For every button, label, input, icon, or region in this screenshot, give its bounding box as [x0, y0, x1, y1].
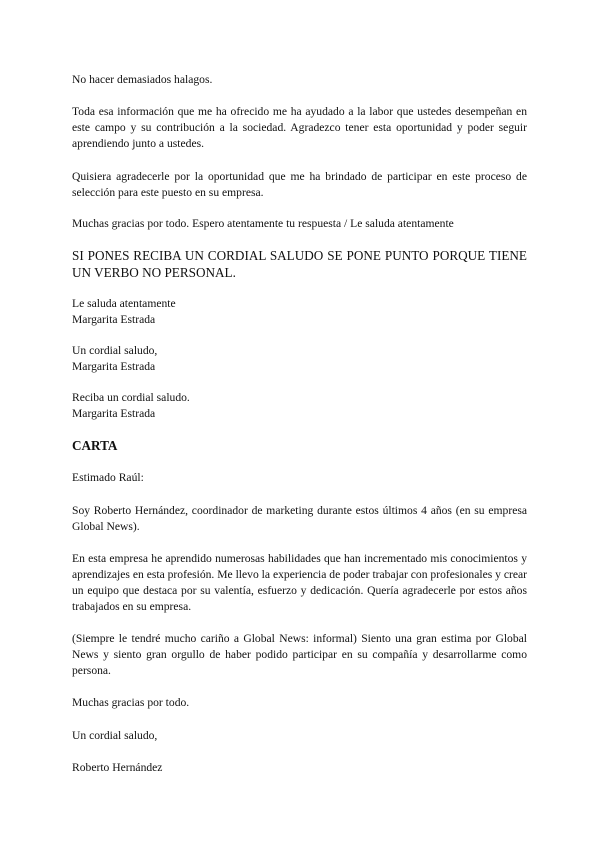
punctuation-rule: SI PONES RECIBA UN CORDIAL SALUDO SE PONE PUNTO PORQUE TIENE UN VERBO NO PERSONAL. — [72, 248, 527, 280]
letter-paragraph-1: Soy Roberto Hernández, coordinador de marketing durante estos últimos 4 años (en su empresa Global News). — [72, 504, 527, 533]
letter-salutation: Estimado Raúl: — [72, 471, 144, 484]
closing-line: Un cordial saludo, — [72, 344, 158, 357]
paragraph-3: Muchas gracias por todo. Espero atentamente tu respuesta / Le saluda atentamente — [72, 217, 454, 230]
closing-example-2 — [72, 343, 527, 375]
section-heading: CARTA — [72, 438, 118, 453]
closing-signature: Margarita Estrada — [72, 407, 156, 420]
letter-thanks: Muchas gracias por todo. — [72, 696, 190, 709]
letter-farewell: Un cordial saludo, — [72, 729, 158, 742]
paragraph-1: Toda esa información que me ha ofrecido me ha ayudado a la labor que ustedes desempeñan en este campo y su contribución a la sociedad. Agradezco tener esta oportunidad y poder seguir aprendiendo junto a ustedes. — [72, 105, 527, 150]
closing-example-1 — [72, 296, 527, 328]
closing-signature: Margarita Estrada — [72, 360, 156, 373]
closing-line: Le saluda atentamente — [72, 297, 176, 310]
letter-paragraph-3: (Siempre le tendré mucho cariño a Global News: informal) Siento una gran estima por Global News y siento gran orgullo de haber podido participar en su compañía y desarrollarme como persona. — [72, 632, 527, 677]
paragraph-2: Quisiera agradecerle por la oportunidad que me ha brindado de participar en este proceso de selección para este puesto en su empresa. — [72, 170, 527, 199]
closing-example-3 — [72, 390, 527, 422]
closing-line: Reciba un cordial saludo. — [72, 391, 190, 404]
letter-paragraph-2: En esta empresa he aprendido numerosas habilidades que han incrementado mis conocimientos y aprendizajes en esta profesión. Me llevo la experiencia de poder trabajar con profesionales y crear un equipo que destaca por su valentía, esfuerzo y dedicación. Quería agradecerle por estos años trabajados en su empresa. — [72, 552, 527, 613]
closing-signature: Margarita Estrada — [72, 313, 156, 326]
intro-note: No hacer demasiados halagos. — [72, 73, 213, 86]
letter-signature: Roberto Hernández — [72, 761, 163, 774]
